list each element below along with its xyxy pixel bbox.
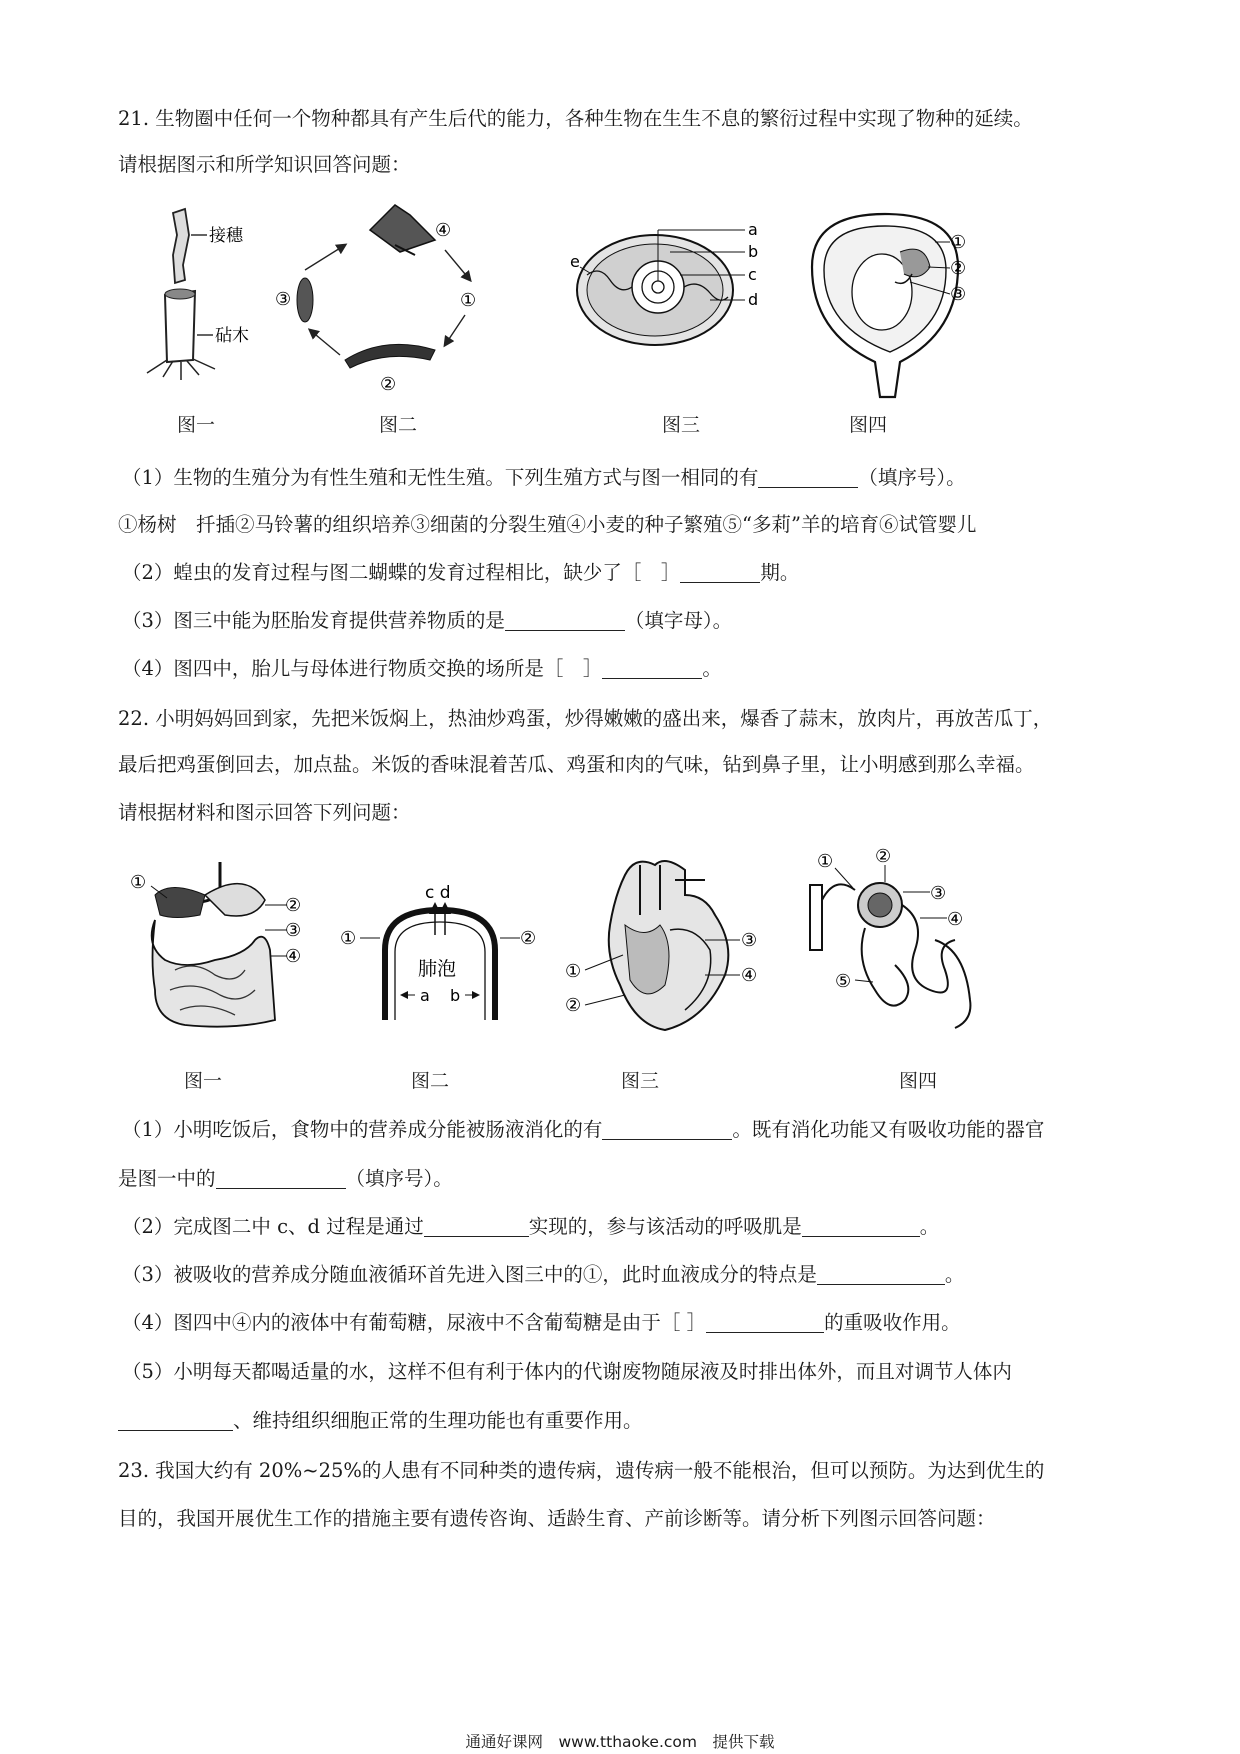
q22-part5-cont [118, 1408, 1140, 1434]
q22-part2-answer-blank-1[interactable] [424, 1216, 529, 1237]
q21-part1-text-a: （1）生物的生殖分为有性生殖和无性生殖。下列生殖方式与图一相同的有 [122, 466, 759, 489]
q22-part4 [122, 1310, 1140, 1336]
q21-fig1-caption: 图一 [176, 414, 216, 436]
q22-fig4-caption: 图四 [898, 1070, 938, 1092]
part-3-label: ③ [950, 284, 967, 305]
q21-part3-text-a: （3）图三中能为胚胎发育提供营养物质的是 [122, 609, 505, 632]
organ-4-label: ④ [285, 946, 302, 967]
q22-stem-line1: 22. 小明妈妈回到家，先把米饭焖上，热油炒鸡蛋，炒得嫩嫩的盛出来，爆香了蒜末，放肉片，再放苦瓜丁， [118, 707, 1053, 730]
q21-part2-text-a: （2）蝗虫的发育过程与图二蝴蝶的发育过程相比，缺少了［ ］ [122, 561, 681, 584]
q21-part4 [122, 656, 1140, 682]
q22-fig2-caption: 图二 [410, 1070, 450, 1092]
chamber-3-label: ③ [741, 930, 758, 951]
stage-1-label: ① [460, 290, 477, 311]
q22-part4-answer-blank[interactable] [706, 1312, 824, 1333]
q22-part3-answer-blank[interactable] [817, 1264, 945, 1285]
nephron-4-label: ④ [947, 909, 964, 930]
q22-part5: （5）小明每天都喝适量的水，这样不但有利于体内的代谢废物随尿液及时排出体外，而且对调节人体内 [122, 1360, 1012, 1383]
q22-part1 [122, 1117, 1140, 1143]
q22-part1-answer-blank-2[interactable] [216, 1168, 346, 1189]
label-a: a [748, 220, 758, 239]
q21-grafting-diagram [135, 205, 275, 385]
nephron-5-label: ⑤ [835, 971, 852, 992]
nephron-1-label: ① [817, 851, 834, 872]
q22-part3 [122, 1262, 1140, 1288]
q22-part5-answer-blank[interactable] [118, 1410, 233, 1431]
chamber-1-label: ① [565, 961, 582, 982]
q22-part3-text-b: 。 [944, 1263, 965, 1286]
q22-fig3-caption: 图三 [620, 1070, 660, 1092]
page-footer: 通通好课网 www.tthaoke.com 提供下载 [465, 1733, 775, 1751]
q21-butterfly-lifecycle-diagram [275, 200, 515, 395]
q22-part4-text-a: （4）图四中④内的液体中有葡萄糖，尿液中不含葡萄糖是由于［ ］ [122, 1311, 707, 1334]
q22-part1-cont [118, 1166, 1140, 1192]
q23-stem-line1: 23. 我国大约有 20%~25%的人患有不同种类的遗传病，遗传病一般不能根治，但可以预防。为达到优生的 [118, 1459, 1045, 1482]
q21-part1 [122, 465, 1140, 491]
q21-part1-text-b: （填序号）。 [858, 466, 966, 489]
q22-part5-text-b: 、维持组织细胞正常的生理功能也有重要作用。 [233, 1409, 643, 1432]
q22-part1-answer-blank-1[interactable] [602, 1119, 732, 1140]
a-label: a [420, 986, 430, 1005]
stock-label: 砧木 [215, 326, 249, 346]
q22-stem-line2: 最后把鸡蛋倒回去，加点盐。米饭的香味混着苦瓜、鸡蛋和肉的气味，钻到鼻子里，让小明感到那么幸福。 [118, 753, 1035, 776]
stage-3-label: ③ [275, 289, 292, 310]
q21-stem-line1: 21. 生物圈中任何一个物种都具有产生后代的能力，各种生物在生生不息的繁衍过程中实现了物种的延续。 [118, 107, 1033, 130]
vessel-1-label: ① [340, 928, 357, 949]
organ-2-label: ② [285, 895, 302, 916]
label-d: d [748, 290, 759, 309]
part-1-label: ① [950, 232, 967, 253]
q21-part3-answer-blank[interactable] [505, 610, 625, 631]
q21-part1-options: ①杨树 扦插②马铃薯的组织培养③细菌的分裂生殖④小麦的种子繁殖⑤“多莉”羊的培育⑥试管婴儿 [118, 513, 977, 536]
q22-heart-diagram [565, 855, 765, 1035]
label-b: b [748, 242, 759, 261]
q21-part2-answer-blank[interactable] [680, 562, 760, 583]
cd-label: c d [425, 883, 451, 903]
label-c: c [748, 265, 757, 284]
q22-part2-text-b: 实现的，参与该活动的呼吸肌是 [528, 1215, 802, 1238]
q21-part4-answer-blank[interactable] [602, 658, 702, 679]
chamber-4-label: ④ [741, 965, 758, 986]
q22-part2-text-a: （2）完成图二中 c、d 过程是通过 [122, 1215, 424, 1238]
part-2-label: ② [950, 258, 967, 279]
q22-part2-text-c: 。 [919, 1215, 940, 1238]
q22-part4-text-b: 的重吸收作用。 [824, 1311, 961, 1334]
b-label: b [450, 986, 461, 1005]
q22-part3-text-a: （3）被吸收的营养成分随血液循环首先进入图三中的①，此时血液成分的特点是 [122, 1263, 817, 1286]
q21-fig2-caption: 图二 [378, 414, 418, 436]
q23-stem-line2: 目的，我国开展优生工作的措施主要有遗传咨询、适龄生育、产前诊断等。请分析下列图示回答问题： [118, 1507, 996, 1530]
alveolus-label: 肺泡 [418, 958, 457, 980]
nephron-2-label: ② [875, 846, 892, 867]
q21-stem-line2: 请根据图示和所学知识回答问题： [118, 153, 411, 176]
q22-part1-text-b: 。既有消化功能又有吸收功能的器官 [732, 1118, 1045, 1141]
nephron-3-label: ③ [930, 883, 947, 904]
chamber-2-label: ② [565, 995, 582, 1016]
q22-stem-line3: 请根据材料和图示回答下列问题： [118, 801, 411, 824]
q22-nephron-diagram [795, 846, 995, 1035]
q21-part2-text-b: 期。 [760, 561, 800, 584]
q21-part2 [122, 560, 1140, 586]
stage-4-label: ④ [435, 220, 452, 241]
q22-part2-answer-blank-2[interactable] [802, 1216, 920, 1237]
q22-fig1-caption: 图一 [183, 1070, 223, 1092]
organ-1-label: ① [130, 872, 147, 893]
q22-part1-text-a: （1）小明吃饭后，食物中的营养成分能被肠液消化的有 [122, 1118, 603, 1141]
q21-part3 [122, 608, 1140, 634]
q22-digestive-system-diagram [125, 860, 315, 1035]
label-e: e [570, 252, 580, 271]
q21-part3-text-b: （填字母）。 [624, 609, 733, 632]
organ-3-label: ③ [285, 920, 302, 941]
q21-fig3-caption: 图三 [661, 414, 701, 436]
stage-2-label: ② [380, 374, 397, 395]
q22-part1-text-c: 是图一中的 [118, 1167, 216, 1190]
q21-fetus-uterus-diagram [800, 212, 980, 402]
q21-part1-answer-blank[interactable] [758, 467, 858, 488]
q21-part4-text-b: 。 [702, 657, 722, 680]
q21-part4-text-a: （4）图四中，胎儿与母体进行物质交换的场所是［ ］ [122, 657, 603, 680]
q22-part1-text-d: （填序号）。 [345, 1167, 453, 1190]
q21-egg-structure-diagram [570, 220, 780, 355]
q21-fig4-caption: 图四 [848, 414, 888, 436]
scion-label: 接穗 [209, 226, 243, 246]
vessel-2-label: ② [520, 928, 537, 949]
q22-alveolus-diagram [340, 880, 540, 1025]
q22-part2 [122, 1214, 1140, 1240]
